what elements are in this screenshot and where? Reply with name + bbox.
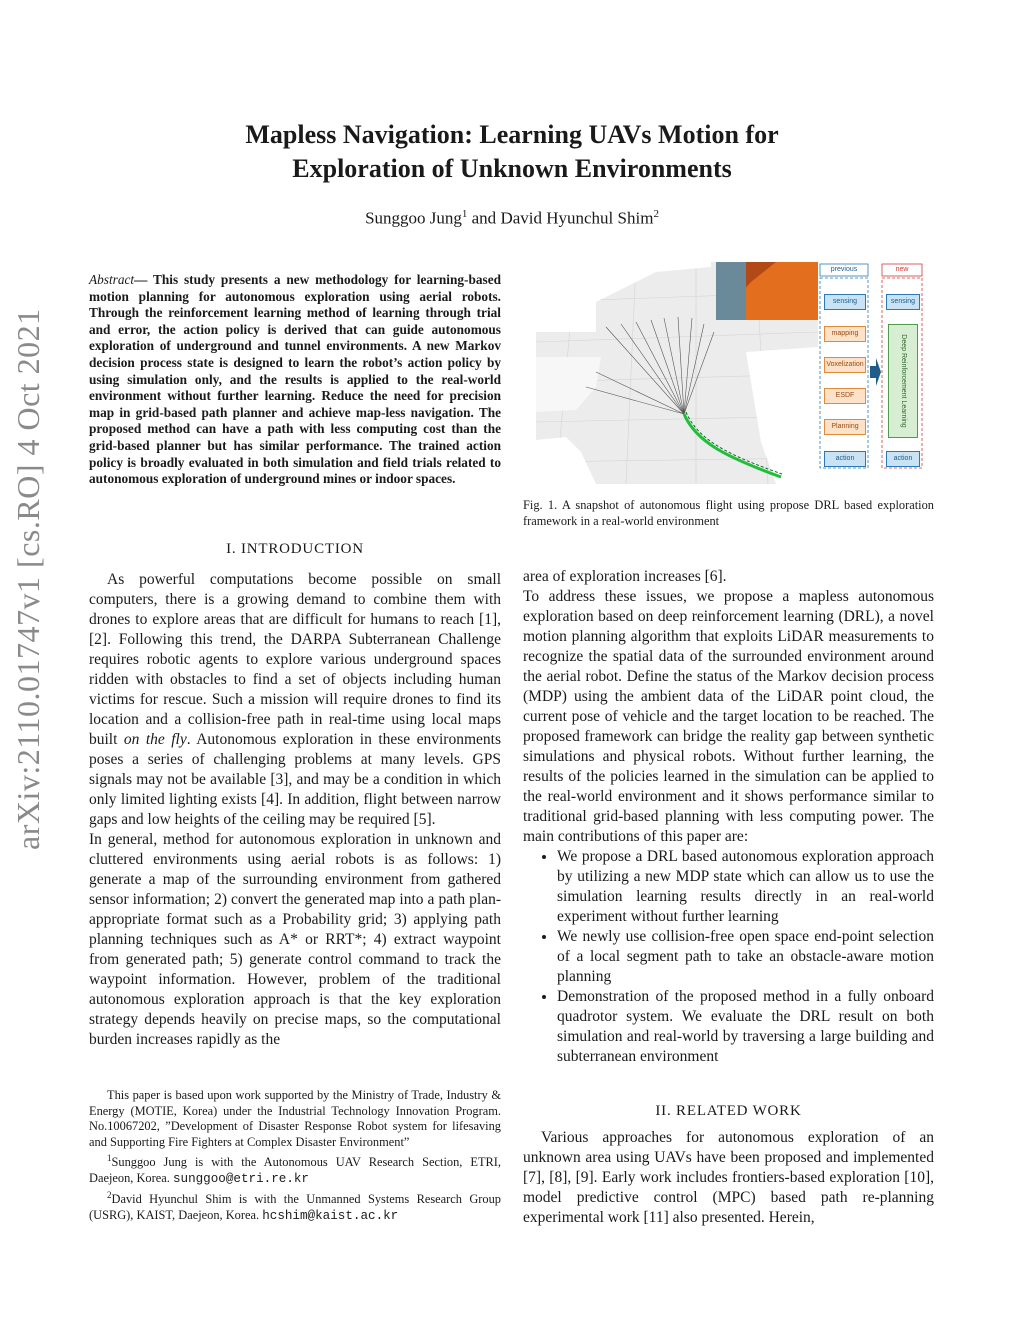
introduction-body: [89, 570, 501, 1050]
footnote-2-email[interactable]: hcshim@kaist.ac.kr: [262, 1208, 399, 1223]
intro-p1-text-b: . Autonomous exploration in these environments poses a series of challenging problems at many levels. GPS signals may not be available [3], and may be a condition in which only limited lighting exists [4]. In addition, flight between narrow gaps and low heights of the ceiling may be required [5].: [89, 731, 501, 828]
paper-title-line-2: Exploration of Unknown Environments: [292, 154, 732, 183]
author-2-affil: 2: [653, 208, 659, 220]
intro-p1-text-a: As powerful computations become possible on small computers, there is a growing demand to combine them with drones to explore areas that are difficult for humans to reach [1], [2]. Following this trend, the DARPA Subterranean Challenge requires robotic agents to explore various underground spaces ridden with obstacles to find a set of objects including human victims for rescue. Such a mission will require drones to find its location and a collision-free path in real-time using local maps built: [89, 571, 501, 748]
figure-1: [536, 262, 924, 484]
camera-inset-wall: [716, 262, 746, 320]
authors: [100, 208, 924, 229]
footnote-1: [89, 1151, 501, 1187]
intro-p1-emphasis: on the fly: [123, 731, 187, 748]
arxiv-identifier: arXiv:2110.01747v1 [cs.RO] 4 Oct 2021: [10, 308, 46, 850]
right-paragraph-2: To address these issues, we propose a mapless autonomous exploration based on deep reinforcement learning (DRL), a novel motion planning algorithm that exploits LiDAR measurements to recognize the spatial data of the surrounded environment around the aerial robot. Define the status of the Markov decision process (MDP) using the ambient data of the LiDAR point cloud, the current pose of vehicle and the target location to be reached. The proposed framework can bridge the reality gap between synthetic simulations and physical robots. Without further learning, the results of the policies learned in the simulation can be applied to the real-world environment and it shows performance similar to traditional grid-based planning with less computing power. The main contributions of this paper are:: [523, 588, 934, 845]
right-paragraph-1: area of exploration increases [6].: [523, 568, 727, 585]
author-1-affil: 1: [461, 208, 468, 220]
author-2: David Hyunchul Shim: [500, 208, 654, 228]
footnote-1-mark: 1: [107, 1153, 112, 1163]
footnote-1-email[interactable]: sunggoo@etri.re.kr: [172, 1171, 309, 1186]
prev-box-action: action: [824, 451, 866, 467]
section-heading-related-work: II. RELATED WORK: [655, 1103, 802, 1119]
related-work-body: [523, 1128, 934, 1228]
contribution-item: • We newly use collision-free open space end-point selection of a local segment path to take an obstacle-aware motion planning: [557, 927, 934, 987]
contribution-item: • Demonstration of the proposed method in a fully onboard quadrotor system. We evaluate the DRL result on both simulation and real-world by traversing a large building and subterranean environment: [557, 987, 934, 1067]
section-heading-introduction: I. INTRODUCTION: [226, 541, 364, 557]
footnote-1-text: Sunggoo Jung is with the Autonomous UAV Research Section, ETRI, Daejeon, Korea.: [89, 1155, 501, 1185]
footnote-2-text: David Hyunchul Shim is with the Unmanned Systems Research Group (USRG), KAIST, Daejeon, Korea.: [89, 1192, 501, 1222]
pipeline-arrow: [870, 358, 881, 386]
abstract-text: This study presents a new methodology for learning-based motion planning for autonomous exploration using aerial robots. Through the reinforcement learning method of learning through trial and error, the action policy is derived that can guide autonomous exploration of underground and tunnel environments. A new Markov decision process state is designed to learn the robot’s action policy by using simulation only, and the results is applied to the real-world environment without further learning. Reduce the need for precision map in grid-based path planner and achieve map-less navigation. The proposed method can have a path with less computing cost than the grid-based planner but has similar performance. The trained action policy is broadly evaluated in both simulation and field trials related to autonomous exploration of underground mines or indoor spaces.: [89, 272, 501, 487]
prev-box-esdf: ESDF: [824, 388, 866, 404]
prev-box-voxelization: Voxelization: [824, 357, 866, 373]
footnote-funding: This paper is based upon work supported by the Ministry of Trade, Industry & Energy (MOTIE, Korea) under the Industrial Technology Innovation Program. No.10067202, ”Development of Disaster Response Robot system for lifesaving and Supporting Fire Fighters at Complex Disaster Environment”: [89, 1088, 501, 1149]
footnote-2-mark: 2: [107, 1190, 112, 1201]
figure-1-caption: Fig. 1. A snapshot of autonomous flight using propose DRL based exploration framework in a real-world environment: [523, 498, 934, 528]
author-1: Sunggoo Jung: [365, 208, 462, 228]
new-box-drl: [888, 324, 918, 438]
abstract: [89, 272, 501, 488]
footnotes: [89, 1088, 501, 1225]
intro-paragraph-2: In general, method for autonomous exploration in unknown and cluttered environments using aerial robots is as follows: 1) generate a map of the surrounding environment from gathered sensor information; 2) convert the generated map into a path plan-appropriate format such as a Probability grid; 3) applying path planning techniques such as A* or RRT*; 4) extract waypoint from generated path; 5) generate control command to track the waypoint information. However, problem of the traditional autonomous exploration approach is that the key exploration strategy depends heavily on precise maps, so the computational burden increases rapidly as the: [89, 831, 501, 1048]
new-box-drl-label: Deep Reinforcement Learning: [900, 334, 907, 428]
previous-label: previous: [821, 265, 867, 275]
intro-paragraph-1: [89, 570, 501, 830]
right-column-body: [523, 567, 934, 1067]
new-label: new: [883, 265, 921, 275]
prev-box-sensing: sensing: [824, 294, 866, 310]
prev-box-mapping: mapping: [824, 326, 866, 342]
footnote-2: [89, 1188, 501, 1224]
new-box-sensing: sensing: [886, 294, 920, 310]
abstract-dash: —: [134, 272, 153, 287]
prev-box-planning: Planning: [824, 419, 866, 435]
author-separator: and: [467, 208, 501, 228]
new-box-action: action: [886, 451, 920, 467]
abstract-label: Abstract: [89, 272, 135, 287]
related-paragraph-1: Various approaches for autonomous exploration of an unknown area using UAVs have been proposed and implemented [7], [8], [9]. Early work includes frontiers-based exploration [10], model predictive control (MPC) based path re-planning experimental work [11] also presented. Herein,: [523, 1129, 934, 1226]
contribution-item: • We propose a DRL based autonomous exploration approach by utilizing a new MDP state which can allow us to use the simulation learning results directly in an real-world experiment without further learning: [557, 847, 934, 927]
contributions-list: [523, 847, 934, 1067]
paper-title-line-1: Mapless Navigation: Learning UAVs Motion for: [245, 120, 779, 149]
